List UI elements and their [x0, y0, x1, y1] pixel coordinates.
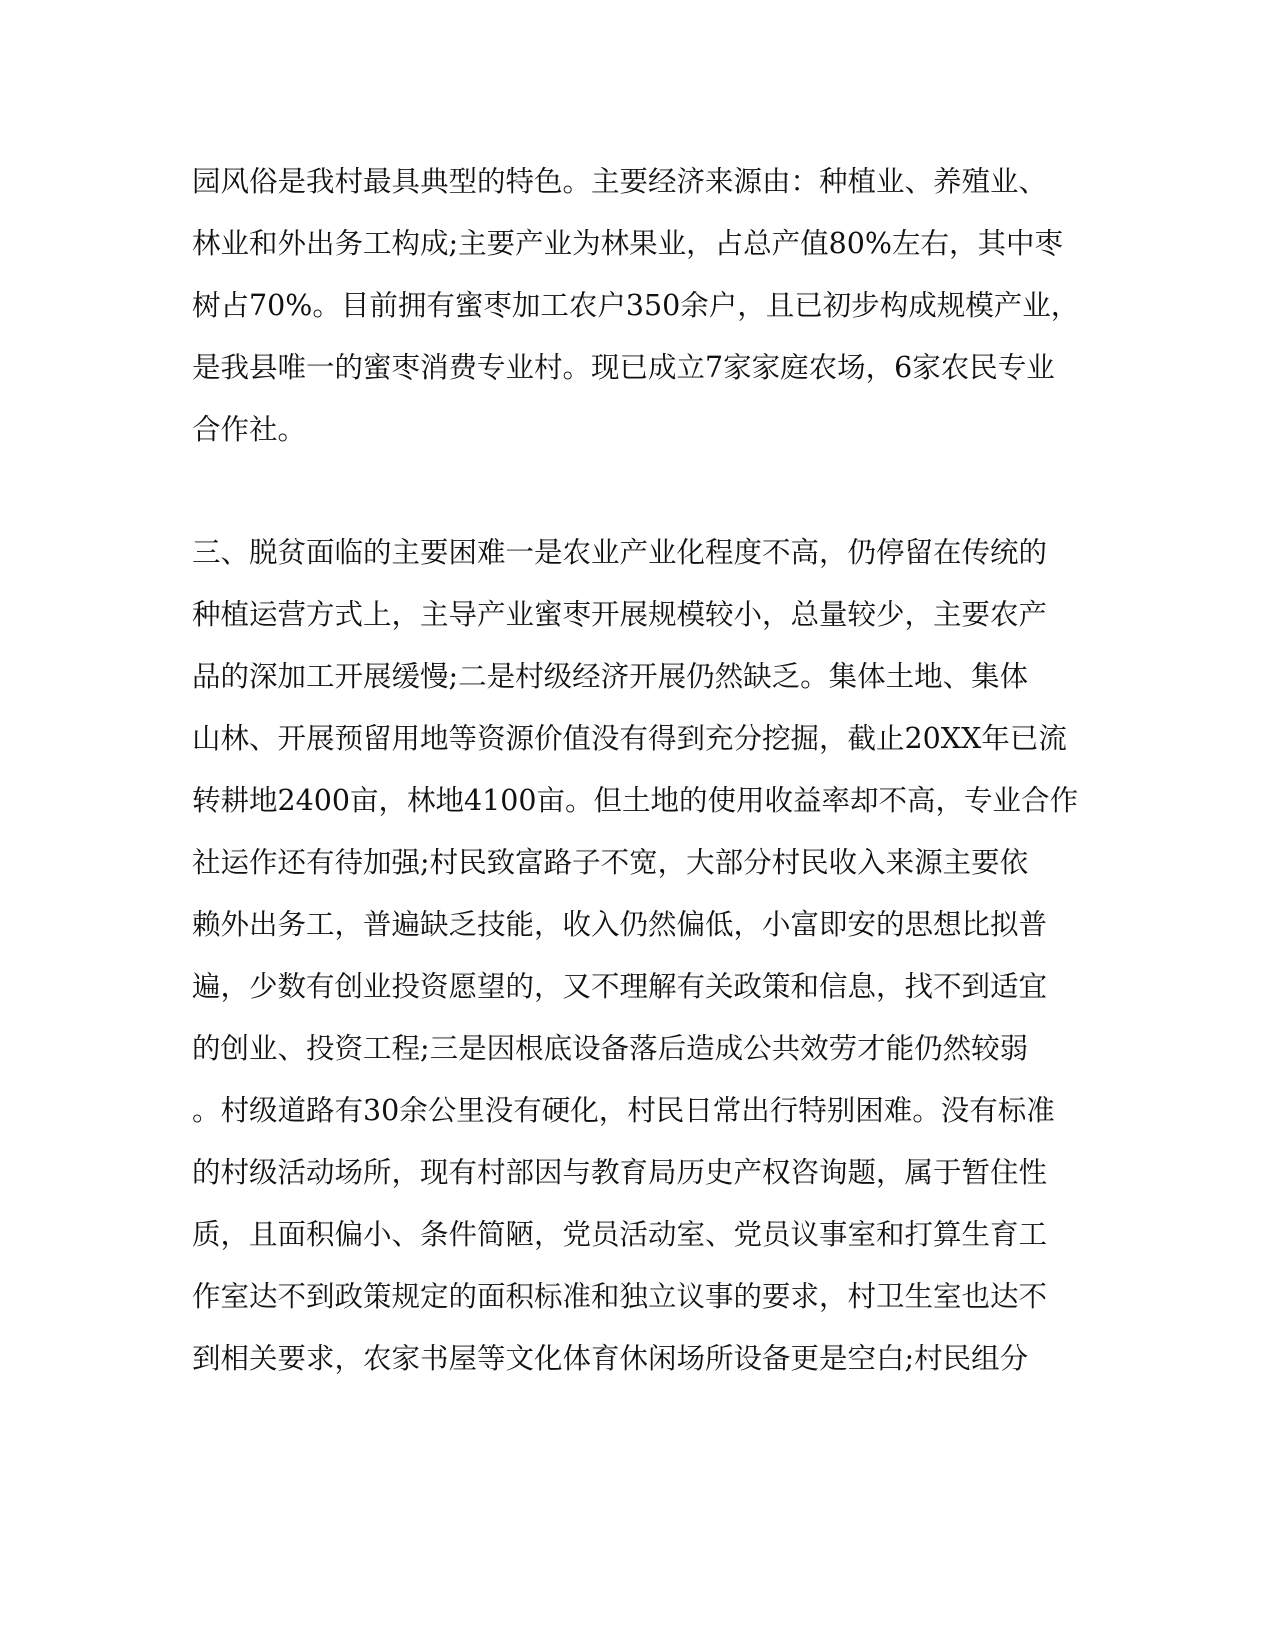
- paragraph-2-line-14: 到相关要求，农家书屋等文化体育休闲场所设备更是空白;村民组分: [192, 1342, 1029, 1375]
- paragraph-2-line-11: 的村级活动场所，现有村部因与教育局历史产权咨询题，属于暂住性: [192, 1156, 1048, 1189]
- paragraph-1-line-3: 树占70%。目前拥有蜜枣加工农户350余户，且已初步构成规模产业，: [192, 289, 1080, 322]
- paragraph-2-line-4: 山林、开展预留用地等资源价值没有得到充分挖掘，截止20XX年已流: [192, 722, 1067, 755]
- paragraph-2-line-12: 质，且面积偏小、条件简陋，党员活动室、党员议事室和打算生育工: [192, 1218, 1048, 1251]
- paragraph-2-line-6: 社运作还有待加强;村民致富路子不宽，大部分村民收入来源主要依: [192, 846, 1029, 879]
- paragraph-2-line-7: 赖外出务工，普遍缺乏技能，收入仍然偏低，小富即安的思想比拟普: [192, 908, 1048, 941]
- paragraph-2-line-2: 种植运营方式上，主导产业蜜枣开展规模较小，总量较少，主要农产: [192, 598, 1048, 631]
- paragraph-2-line-5: 转耕地2400亩，林地4100亩。但土地的使用收益率却不高，专业合作: [192, 784, 1079, 817]
- paragraph-2-line-9: 的创业、投资工程;三是因根底设备落后造成公共效劳才能仍然较弱: [192, 1032, 1029, 1065]
- paragraph-2-line-13: 作室达不到政策规定的面积标准和独立议事的要求，村卫生室也达不: [192, 1280, 1048, 1313]
- paragraph-1-line-1: 园风俗是我村最具典型的特色。主要经济来源由：种植业、养殖业、: [192, 165, 1048, 198]
- paragraph-2-line-3: 品的深加工开展缓慢;二是村级经济开展仍然缺乏。集体土地、集体: [192, 660, 1029, 693]
- paragraph-2-line-8: 遍，少数有创业投资愿望的，又不理解有关政策和信息，找不到适宜: [192, 970, 1048, 1003]
- paragraph-1-line-5: 合作社。: [192, 413, 307, 446]
- paragraph-1-line-2: 林业和外出务工构成;主要产业为林果业，占总产值80%左右，其中枣: [192, 227, 1063, 260]
- paragraph-2-line-1: 三、脱贫面临的主要困难一是农业产业化程度不高，仍停留在传统的: [192, 536, 1048, 569]
- paragraph-2-line-10: 。村级道路有30余公里没有硬化，村民日常出行特别困难。没有标准: [192, 1094, 1055, 1127]
- paragraph-1-line-4: 是我县唯一的蜜枣消费专业村。现已成立7家家庭农场，6家农民专业: [192, 351, 1055, 384]
